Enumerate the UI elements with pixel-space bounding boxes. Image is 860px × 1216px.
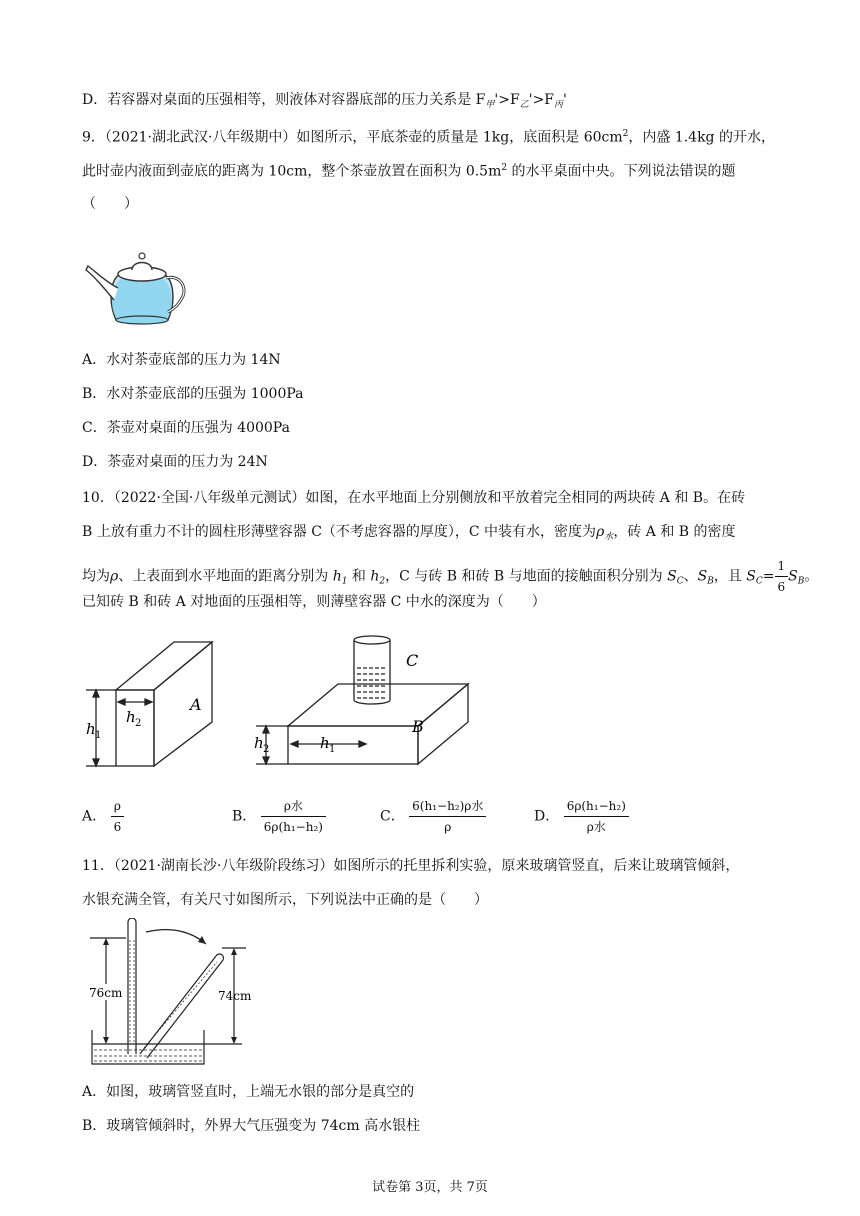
q10-option-a-label: A． — [82, 808, 107, 825]
torricelli-figure — [82, 918, 262, 1066]
sb-symbol-2: S — [788, 568, 798, 585]
rho-symbol-2: ρ — [110, 568, 119, 585]
label-h1-a-sub: 1 — [95, 730, 102, 741]
sb-sub-2: B — [797, 576, 805, 587]
q10-and: 和 — [347, 568, 371, 585]
q10-line3-a: 均为 — [82, 568, 110, 585]
label-h2-a: h — [126, 708, 136, 726]
q9-line2-text: 此时壶内液面到壶底的距离为 10cm，整个茶壶放置在面积为 0.5m — [82, 163, 502, 180]
q9-line1-end: ，内盛 1.4kg 的开水， — [628, 129, 775, 146]
label-c: C — [406, 651, 419, 670]
sub-water: 水 — [604, 532, 614, 542]
q9-line2-end: 的水平桌面中央。下列说法错误的题 — [507, 163, 736, 180]
q11-option-b[interactable]: B．玻璃管倾斜时，外界大气压强变为 74cm 高水银柱 — [82, 1118, 421, 1134]
sub-yi: 乙 — [519, 100, 529, 110]
q10-option-c-den: ρ — [444, 820, 452, 834]
q10-option-a-fraction — [111, 796, 125, 837]
q9-sup1: 2 — [622, 129, 629, 139]
q11-option-a[interactable]: A．如图，玻璃管竖直时，上端无水银的部分是真空的 — [82, 1084, 415, 1100]
q10-line2-text: B 上放有重力不计的圆柱形薄壁容器 C（不考虑容器的厚度），C 中装有水，密度为 — [82, 524, 597, 540]
label-a: A — [190, 695, 202, 714]
h1-sub: 1 — [341, 576, 348, 587]
frac-den: 6 — [777, 580, 786, 594]
label-h2-a-sub: 2 — [135, 718, 142, 729]
q9-line1-text: 9．（2021·湖北武汉·八年级期中）如图所示，平底茶壶的质量是 1kg，底面积是 60cm — [82, 129, 623, 146]
q10-option-a[interactable] — [82, 796, 124, 837]
q9-answer-paren: （ ） — [82, 196, 138, 212]
q10-option-d-num: 6ρ(h₁−h₂) — [564, 796, 629, 817]
h2-sub: 2 — [379, 576, 386, 587]
q10-option-d[interactable] — [534, 796, 629, 837]
one-sixth-fraction — [775, 556, 789, 597]
rho-symbol: ρ — [596, 524, 605, 540]
teapot-figure — [82, 232, 202, 332]
q10-option-a-num: ρ — [111, 796, 125, 817]
sc-sub: C — [676, 576, 684, 587]
q10-option-b[interactable] — [232, 796, 326, 837]
label-h2-b-sub: 2 — [263, 744, 270, 755]
label-76cm: 76cm — [89, 986, 123, 1000]
bricks-figure — [82, 634, 492, 772]
q10-option-d-label: D． — [534, 808, 560, 825]
q10-option-b-fraction — [261, 796, 326, 837]
label-74cm: 74cm — [218, 989, 252, 1003]
q10-option-c-label: C． — [380, 808, 405, 825]
q10-eq: = — [762, 568, 775, 585]
q10-option-a-den: 6 — [113, 820, 122, 834]
q10-line2-end: ，砖 A 和 B 的密度 — [613, 524, 736, 540]
sc-sub-2: C — [755, 576, 763, 587]
label-b: B — [412, 717, 424, 736]
sub-bing: 丙 — [554, 100, 564, 110]
h2-symbol: h — [370, 568, 380, 585]
q10-stem-line3 — [82, 556, 818, 597]
q10-line3-d: ，且 — [713, 568, 747, 585]
q11-stem-line1: 11．（2021·湖南长沙·八年级阶段练习）如图所示的托里拆利实验，原来玻璃管竖直，后来让玻璃管倾斜， — [82, 858, 740, 874]
sc-symbol: S — [667, 568, 677, 585]
label-h1-b-sub: 1 — [329, 744, 336, 755]
q10-option-b-den: 6ρ(h₁−h₂) — [263, 820, 323, 834]
sb-sub: B — [707, 576, 714, 587]
q10-option-d-den: ρ水 — [586, 820, 606, 834]
q8-option-d — [82, 90, 567, 115]
sb-symbol: S — [697, 568, 708, 585]
sub-jia: 甲 — [485, 100, 495, 110]
label-h1-b: h — [320, 734, 330, 752]
q10-option-b-label: B． — [232, 808, 257, 825]
q10-line3-b: 、上表面到水平地面的距离分别为 — [118, 568, 333, 585]
q10-stem-line4: 已知砖 B 和砖 A 对地面的压强相等，则薄壁容器 C 中水的深度为（ ） — [82, 594, 546, 610]
q9-option-c[interactable]: C．茶壶对桌面的压强为 4000Pa — [82, 420, 290, 436]
q9-option-a[interactable]: A．水对茶壶底部的压力为 14N — [82, 352, 281, 368]
q10-line3-e: 。 — [804, 568, 819, 585]
frac-num: 1 — [775, 556, 789, 577]
q8-option-d-mid2: '>F — [528, 92, 555, 108]
q8-option-d-text: D．若容器对桌面的压强相等，则液体对容器底部的压力关系是 F — [82, 92, 486, 108]
q8-option-d-end: ' — [563, 92, 567, 108]
q10-option-d-fraction — [564, 796, 629, 837]
label-h2-b: h — [254, 734, 264, 752]
q9-stem-line2 — [82, 158, 736, 182]
label-h1-a: h — [86, 720, 96, 738]
q10-dun: 、 — [683, 568, 698, 585]
q9-stem-line1 — [82, 124, 775, 148]
sc-symbol-2: S — [746, 568, 756, 585]
q9-sup2: 2 — [501, 163, 508, 173]
q10-stem-line2 — [82, 522, 736, 547]
h1-symbol: h — [332, 568, 342, 585]
q9-option-d[interactable]: D．茶壶对桌面的压力为 24N — [82, 454, 268, 470]
q11-stem-line2: 水银充满全管，有关尺寸如图所示，下列说法中正确的是（ ） — [82, 892, 488, 908]
q10-line3-c: ，C 与砖 B 和砖 B 与地面的接触面积分别为 — [385, 568, 668, 585]
q10-stem-line1: 10．（2022·全国·八年级单元测试）如图，在水平地面上分别侧放和平放着完全相同的两块砖 A 和 B。在砖 — [82, 490, 746, 506]
q9-option-b[interactable]: B．水对茶壶底部的压强为 1000Pa — [82, 386, 304, 402]
page-footer: 试卷第 3页，共 7页 — [372, 1180, 488, 1195]
q10-option-c-num: 6(h₁−h₂)ρ水 — [409, 796, 486, 817]
q8-option-d-mid1: '>F — [494, 92, 520, 108]
q10-option-c[interactable] — [380, 796, 486, 837]
q10-option-b-num: ρ水 — [261, 796, 326, 817]
q10-option-c-fraction — [409, 796, 486, 837]
